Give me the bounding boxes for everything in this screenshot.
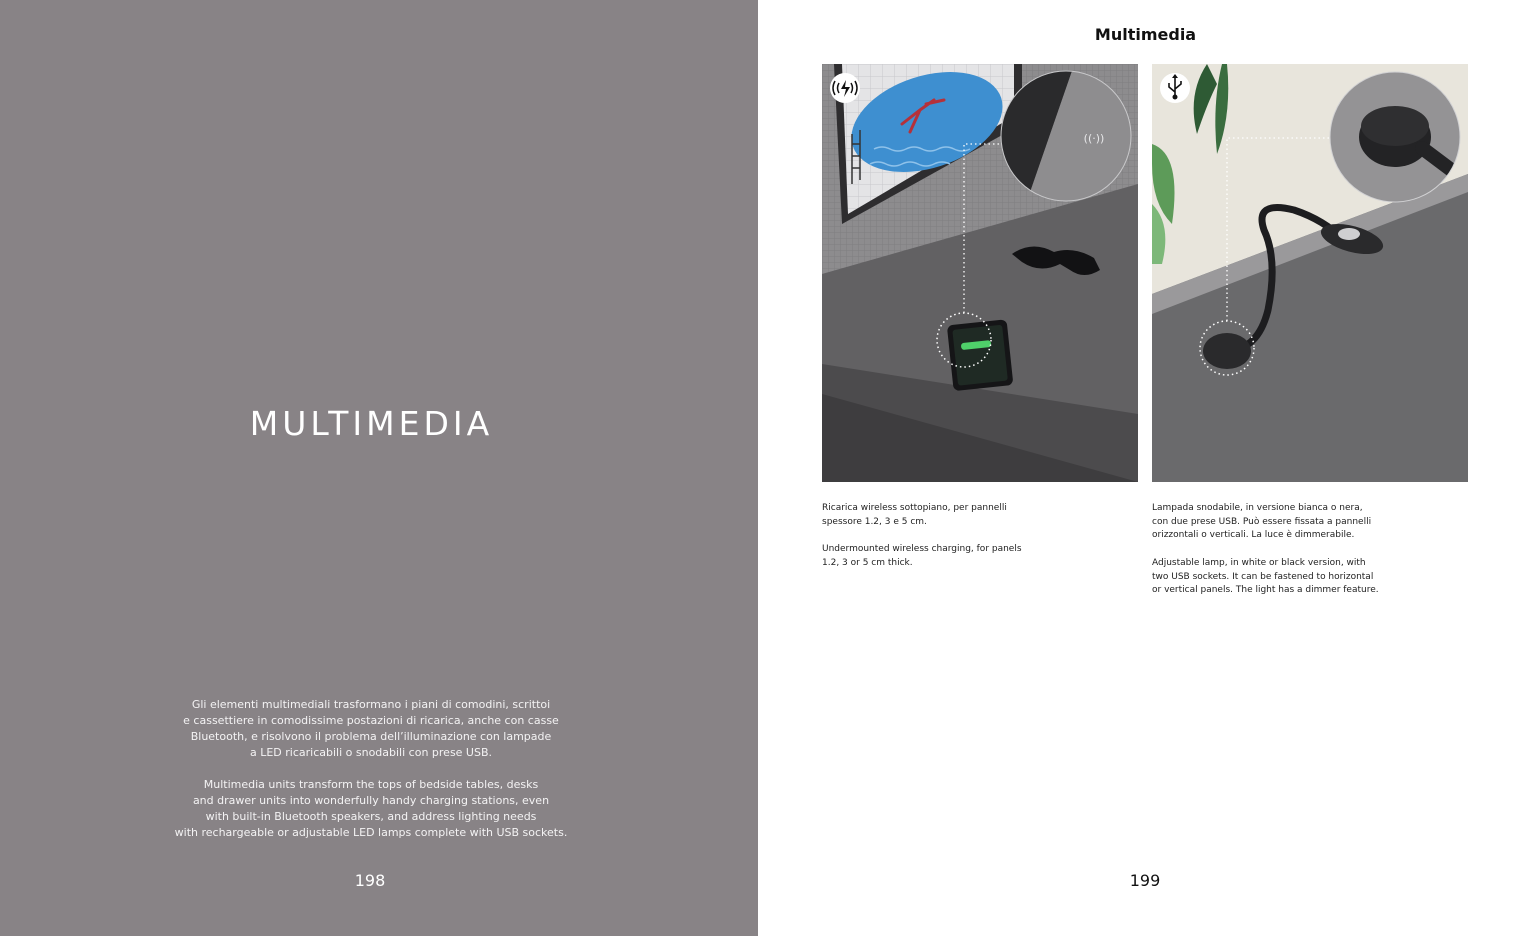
wireless-charging-caption <box>822 502 1062 571</box>
caption-english: Undermounted wireless charging, for panels 1.2, 3 or 5 cm thick. <box>822 544 1022 568</box>
intro-text-italian <box>150 697 592 761</box>
page-heading: Multimedia <box>1094 25 1197 44</box>
usb-icon <box>1160 73 1190 103</box>
page-number-right: 199 <box>1129 871 1161 890</box>
intro-text-english <box>150 777 592 841</box>
adjustable-lamp-photo <box>1152 64 1468 482</box>
section-title: MULTIMEDIA <box>249 404 494 443</box>
intro-paragraph-italian: Gli elementi multimediali trasformano i piani di comodini, scrittoi e cassettiere in comodissime postazioni di ricarica, anche con casse Bluetooth, e risolvono il problema dell’illuminazione con lampade a LED ricaricabili o snodabili con prese USB. <box>183 698 559 759</box>
caption-italian: Ricarica wireless sottopiano, per pannelli spessore 1.2, 3 e 5 cm. <box>822 503 1007 527</box>
adjustable-lamp-caption <box>1152 502 1392 598</box>
left-page <box>0 0 758 936</box>
intro-paragraph-english: Multimedia units transform the tops of bedside tables, desks and drawer units into wonderfully handy charging stations, even with built-in Bluetooth speakers, and address lighting needs with rechargeable or adjustable LED lamps complete with USB sockets. <box>174 778 568 839</box>
adjustable-lamp-illustration <box>1152 64 1468 482</box>
wireless-charging-illustration <box>822 64 1138 482</box>
right-page <box>758 0 1517 936</box>
caption-italian: Lampada snodabile, in versione bianca o nera, con due prese USB. Può essere fissata a pannelli orizzontali o verticali. La luce è dimmerabile. <box>1152 503 1372 541</box>
svg-text:((·)): ((·)) <box>1083 132 1105 145</box>
wireless-charging-photo <box>822 64 1138 482</box>
wireless-charging-icon <box>830 73 860 103</box>
page-number-left: 198 <box>354 871 386 890</box>
caption-english: Adjustable lamp, in white or black version, with two USB sockets. It can be fastened to horizontal or vertical panels. The light has a dimmer feature. <box>1152 557 1379 596</box>
